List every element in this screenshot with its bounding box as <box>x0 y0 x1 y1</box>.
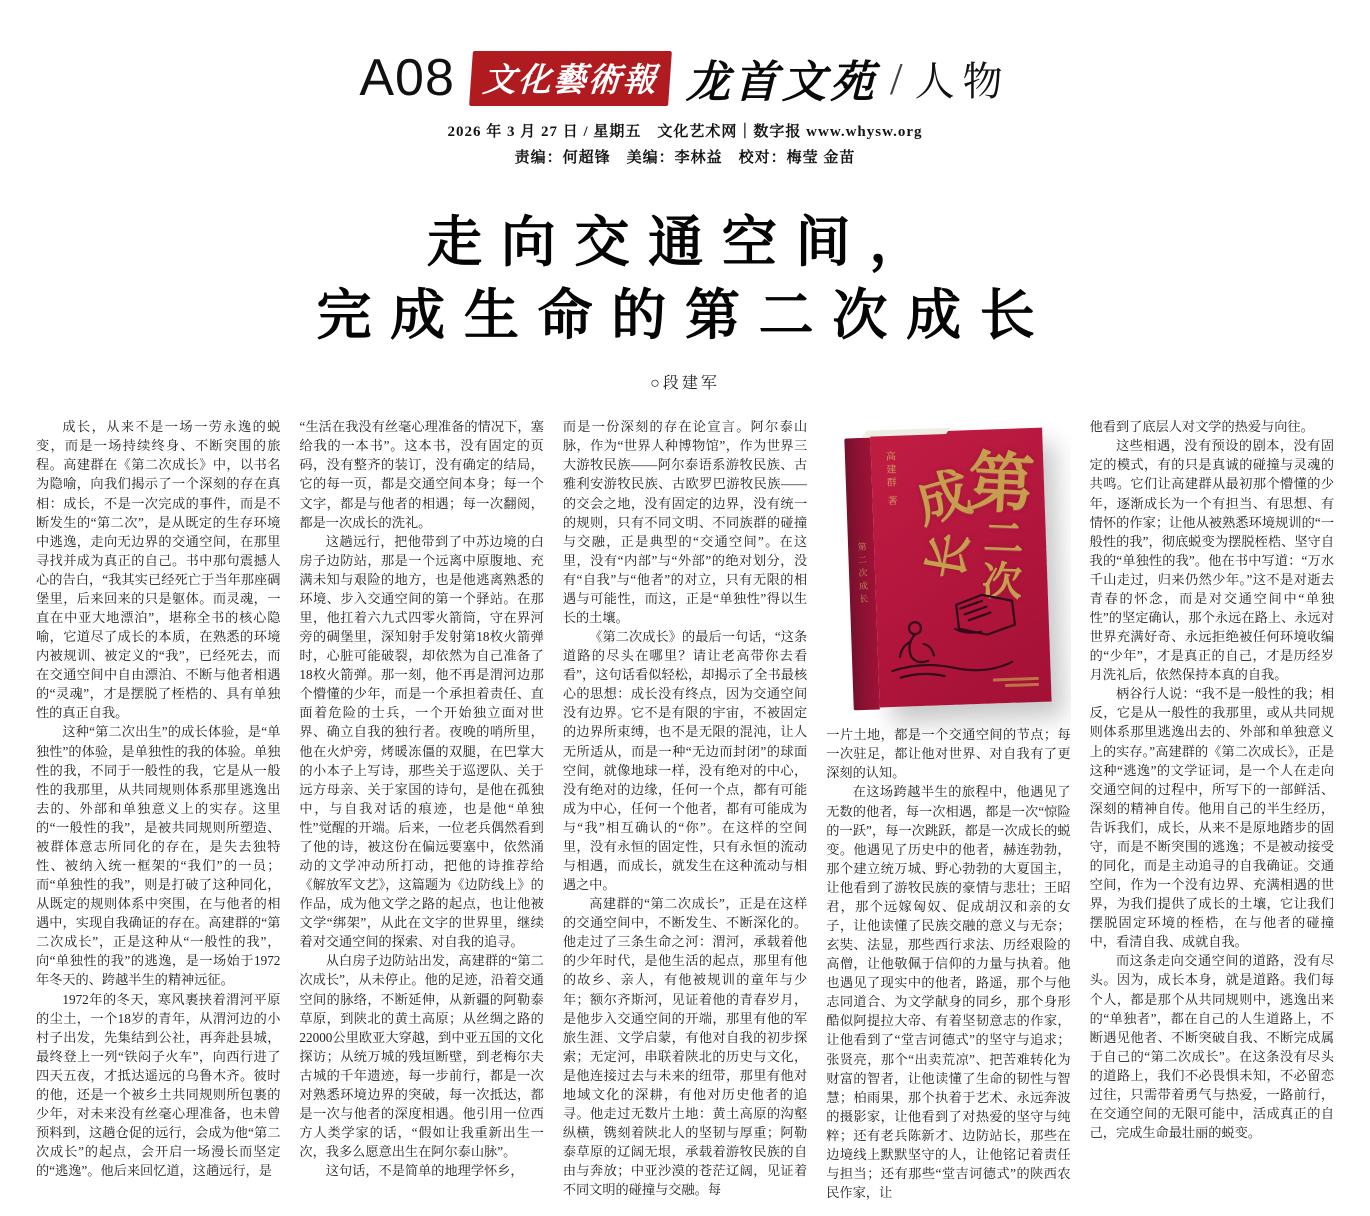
text-column-2 <box>299 417 543 1216</box>
book-front-cover <box>871 428 1052 708</box>
paragraph: 这种“第二次出生”的成长体验，是“单独性”的体验，是单独性的我的体验。单独性的我，不同于一般性的我，它是从一般性的我那里，从共同规则体系那里逃逸出去的、外部和单独意义上的实存。这里的“一般性的我”，是被共同规则所塑造、被群体意志所同化的存在，是失去独特性、被纳入统一框架的“我们”的一员；而“单独性的我”，则是打破了这种同化，从既定的规则体系中突围，在与他者的相遇中，实现自我确证的存在。高建群的“第二次成长”，正是这种从“一般性的我”，向“单独性的我”的逃逸，是一场始于1972年冬天的、跨越半生的精神远征。 <box>36 724 281 988</box>
text-column-1 <box>36 417 280 1216</box>
paragraph: 1972年的冬天，寒风裹挟着渭河平原的尘土，一个18岁的青年，从渭河边的小村子出发，先集结到公社，再奔赴县城，最终登上一列“铁闷子火车”，向西行进了四天五夜，才抵达遥远的乌鲁木齐。彼时的他，还是一个被乡土共同规则所包裹的少年，对未来没有丝毫心理准备，也未曾预料到，这趟仓促的远行，会成为他“第二次成长”的起点，会开启一场漫长而坚定的“逃逸”。他后来回忆道，这趟远行，是 <box>36 991 281 1179</box>
paragraph: “生活在我没有丝毫心理准备的情况下，塞给我的一本书”。这本书，没有固定的页码，没有整齐的装订，没有确定的结局，它的每一页，都是交通空间本身；每一个文字，都是与他者的相遇；每一次翻阅，都是一次成长的洗礼。 <box>299 419 544 530</box>
page-number: A08 <box>359 49 455 107</box>
cover-title-char-chang: 长 <box>920 529 979 584</box>
book-author-mark: 高建群 著 <box>883 450 897 509</box>
paragraph: 而是一份深刻的存在论宣言。阿尔泰山脉，作为“世界人种博物馆”，作为世界三大游牧民族——阿尔泰语系游牧民族、古雅利安游牧民族、古欧罗巴游牧民族——的交会之地，没有固定的边界，没有统一的规则，只有不同文明、不同族群的碰撞与交融，正是典型的“交通空间”。在这里，没有“内部”与“外部”的绝对划分，没有“自我”与“他者”的对立，只有无限的相遇与可能性，而这，正是“单独性”得以生长的土壤。 <box>562 419 808 625</box>
paragraph: 他看到了底层人对文学的热爱与向往。 <box>1089 419 1314 435</box>
article-headline <box>0 207 1370 352</box>
newspaper-logo: 文化藝術報 <box>469 51 672 106</box>
page-header <box>0 0 1370 167</box>
book <box>845 428 1053 715</box>
paragraph: 一片土地，都是一个交通空间的节点；每一次驻足，都让他对世界、对自我有了更深刻的认知。 <box>826 727 1071 781</box>
dateline: 2026 年 3 月 27 日 / 星期五 文化艺术网｜数字报 www.whysw.org <box>447 124 923 140</box>
paragraph: 从白房子边防站出发，高建群的“第二次成长”，从未停止。他的足迹，沿着交通空间的脉络，不断延伸，从新疆的阿勒泰草原，到陕北的黄土高原；从丝绸之路的22000公里欧亚大穿越，到中亚五国的文化探访；从统万城的残垣断壁，到老梅尔夫古城的千年遗迹，每一步前行，都是一次对熟悉环境边界的突破，每一次抵达，都是一次与他者的深度相遇。他引用一位西方人类学家的话，“假如让我重新出生一次，我多么愿意出生在阿尔泰山脉”。 <box>299 953 544 1160</box>
paragraph: 这句话，不是简单的地理学怀乡， <box>325 1163 524 1179</box>
text-column-5 <box>1090 417 1334 1216</box>
editors-line: 责编：何超锋 美编：李林益 校对：梅莹 金苗 <box>514 150 856 166</box>
book-cover-figure <box>826 417 1070 725</box>
publisher-mark <box>993 677 1039 688</box>
book-spine-title: 第二次成长 <box>856 541 870 607</box>
cover-title-char-erci: 二次 <box>981 515 1025 606</box>
paragraph: 这些相遇，没有预设的剧本，没有固定的模式，有的只是真诚的碰撞与灵魂的共鸣。它们让高建群从最初那个懵懂的少年，逐渐成长为一个有担当、有思想、有情怀的作家；让他从被熟悉环境规训的“一般性的我”，彻底蜕变为摆脱桎梏、坚守自我的“单独性的我”。他在书中写道：“万水千山走过，归来仍然少年。”这不是对逝去青春的怀念，而是对交通空间中“单独性”的坚定确认，那个永远在路上、永远对世界充满好奇、永远拒绝被任何环境收编的“少年”，才是真正的自己，才是历经岁月洗礼后，依然保持本真的自我。 <box>1089 438 1335 683</box>
paragraph: 而这条走向交通空间的道路，没有尽头。因为，成长本身，就是道路。我们每个人，都是那个从共同规则中，逃逸出来的“单独者”，都在自己的人生道路上，不断遇见他者、不断突破自我、不断完成属于自己的“第二次成长”。在这条没有尽头的道路上，我们不必畏惧未知，不必留恋过往，只需带着勇气与热爱，一路前行，在交通空间的无限可能中，活成真正的自己，完成生命最壮丽的蜕变。 <box>1089 953 1335 1141</box>
cover-title-char-cheng: 成 <box>909 462 979 535</box>
headline-line-1: 走向交通空间， <box>427 212 943 273</box>
paragraph: 这趟远行，把他带到了中苏边境的白房子边防站，那是一个远离中原腹地、充满未知与艰险的地方，也是他逃离熟悉的环境、步入交通空间的第一个驿站。在那里，他扛着六九式四零火箭筒，守在界河旁的碉堡里，深知射手发射第18枚火箭弹时，心脏可能破裂，却依然为自己准备了18枚火箭弹。那一刻，他不再是渭河边那个懵懂的少年，而是一个承担着责任、直面着危险的士兵，一个开始独立面对世界、确立自我的独行者。夜晚的哨所里，他在火炉旁，烤暖冻僵的双腿，在巴掌大的小本子上写诗，那些关于巡逻队、关于远方母亲、关于家国的诗句，是他在孤独中，与自我对话的痕迹，也是他“单独性”觉醒的开端。后来，一位老兵偶然看到了他的诗，被这份在偏远要塞中，依然涌动的文学冲动所打动，把他的诗推荐给《解放军文艺》，这篇题为《边防线上》的作品，成为他文学之路的起点，也让他被文学“绑架”，从此在文字的世界里，继续着对交通空间的探索、对自我的追寻。 <box>299 533 544 950</box>
publisher-mark-line <box>1005 683 1039 687</box>
section-title: 龙首文苑 <box>685 58 878 107</box>
masthead-row <box>0 46 1370 110</box>
publisher-mark-line <box>993 677 1039 682</box>
article-body <box>0 417 1370 1216</box>
text-column-4 <box>826 417 1070 1216</box>
separator-slash: / <box>889 52 903 104</box>
headline-line-2: 完成生命的第二次成长 <box>316 284 1054 346</box>
text-column-3 <box>563 417 807 1216</box>
paragraph: 柄谷行人说：“我不是一般性的我；相反，它是从一般性的我那里，或从共同规则体系那里逃逸出去的、外部和单独意义上的实存。”高建群的《第二次成长》，正是这种“逃逸”的文学证词，是一个人在走向交通空间的过程中，所写下的一部鲜活、深刻的精神自传。他用自己的半生经历，告诉我们，成长，从来不是原地踏步的固守，而是不断突围的逃逸；不是被动接受的同化，而是主动追寻的自我确证。交通空间，作为一个没有边界、充满相遇的世界，为我们提供了成长的土壤，它让我们摆脱固定环境的桎梏，在与他者的碰撞中，看清自我、成就自我。 <box>1089 686 1335 950</box>
paragraph: 《第二次成长》的最后一句话，“这条道路的尽头在哪里？请让老高带你去看看”，这句话看似轻松，却揭示了全书最核心的思想：成长没有终点，因为交通空间没有边界。它不是有限的宇宙，不被固定的边界所束缚，也不是无限的混沌，让人无所适从，而是一种“无边而封闭”的球面空间，就像地球一样，没有绝对的中心，没有绝对的边缘，任何一个点，都有可能成为中心，任何一个他者，都有可能成为与“我”相互确认的“你”。在这样的空间里，没有永恒的固定性，只有永恒的流动与相遇，而成长，就发生在这种流动与相遇之中。 <box>562 629 808 893</box>
ink-illustration <box>884 581 1019 684</box>
paragraph: 在这场跨越半生的旅程中，他遇见了无数的他者，每一次相遇，都是一次“惊险的一跃”，每一次跳跃，都是一次成长的蜕变。他遇见了历史中的他者，赫连勃勃，那个建立统万城、野心勃勃的大夏国主，让他看到了游牧民族的豪情与悲壮；王昭君，那个远嫁匈奴、促成胡汉和亲的女子，让他读懂了民族交融的意义与无奈；玄奘、法显，那些西行求法、历经艰险的高僧，让他敬佩于信仰的力量与执着。他也遇见了现实中的他者，路遥，那个与他志同道合、为文学献身的同乡，那个身形酷似阿提拉大帝、有着坚韧意志的作家，让他看到了“堂吉诃德式”的坚守与追求；张贤亮，那个“出卖荒凉”、把苦难转化为财富的智者，让他读懂了生命的韧性与智慧；柏雨果，那个执着于艺术、永远奔波的摄影家，让他看到了对热爱的坚守与纯粹；还有老兵陈新才、边防站长，那些在边境线上默默坚守的人，让他铭记着责任与担当；还有那些“堂吉诃德式”的陕西农民作家，让 <box>826 784 1071 1201</box>
section-category: 人物 <box>914 58 1011 104</box>
paragraph: 成长，从来不是一场一劳永逸的蜕变，而是一场持续终身、不断突围的旅程。高建群在《第二次成长》中，以书名为隐喻，向我们揭示了一个深刻的存在真相：成长，不是一次完成的事件，而是不断发生的“第二次”，是从既定的生存环境中逃逸，走向无边界的交通空间，在那里寻找并成为真正的自己。书中那句震撼人心的告白，“我其实已经死亡于当年那座碉堡里，后来回来的只是躯体。而灵魂，一直在中亚大地漂泊”，堪称全书的核心隐喻，它道尽了成长的本质，在熟悉的环境内被规训、被定义的“我”，已经死去，而在交通空间中自由漂泊、不断与他者相遇的“灵魂”，才是摆脱了桎梏的、具有单独性的真正自我。 <box>36 419 281 721</box>
byline: ○段建军 <box>650 375 720 393</box>
cover-title-char-di: 第 <box>966 446 1037 523</box>
paragraph: 高建群的“第二次成长”，正是在这样的交通空间中，不断发生、不断深化的。他走过了三条生命之河：渭河，承载着他的少年时代，是他生活的起点，那里有他的故乡、亲人，有他被规训的童年与少年；额尔齐斯河，见证着他的青春岁月，是他步入交通空间的开端，那里有他的军旅生涯、文学启蒙，有他对自我的初步探索；无定河，串联着陕北的历史与文化，是他连接过去与未来的纽带，那里有他对地域文化的深耕，有他对历史他者的追寻。他走过无数片土地：黄土高原的沟壑纵横，镌刻着陕北人的坚韧与厚重；阿勒泰草原的辽阔无垠，承载着游牧民族的自由与奔放；中亚沙漠的苍茫辽阔，见证着不同文明的碰撞与交融。每 <box>562 896 808 1198</box>
